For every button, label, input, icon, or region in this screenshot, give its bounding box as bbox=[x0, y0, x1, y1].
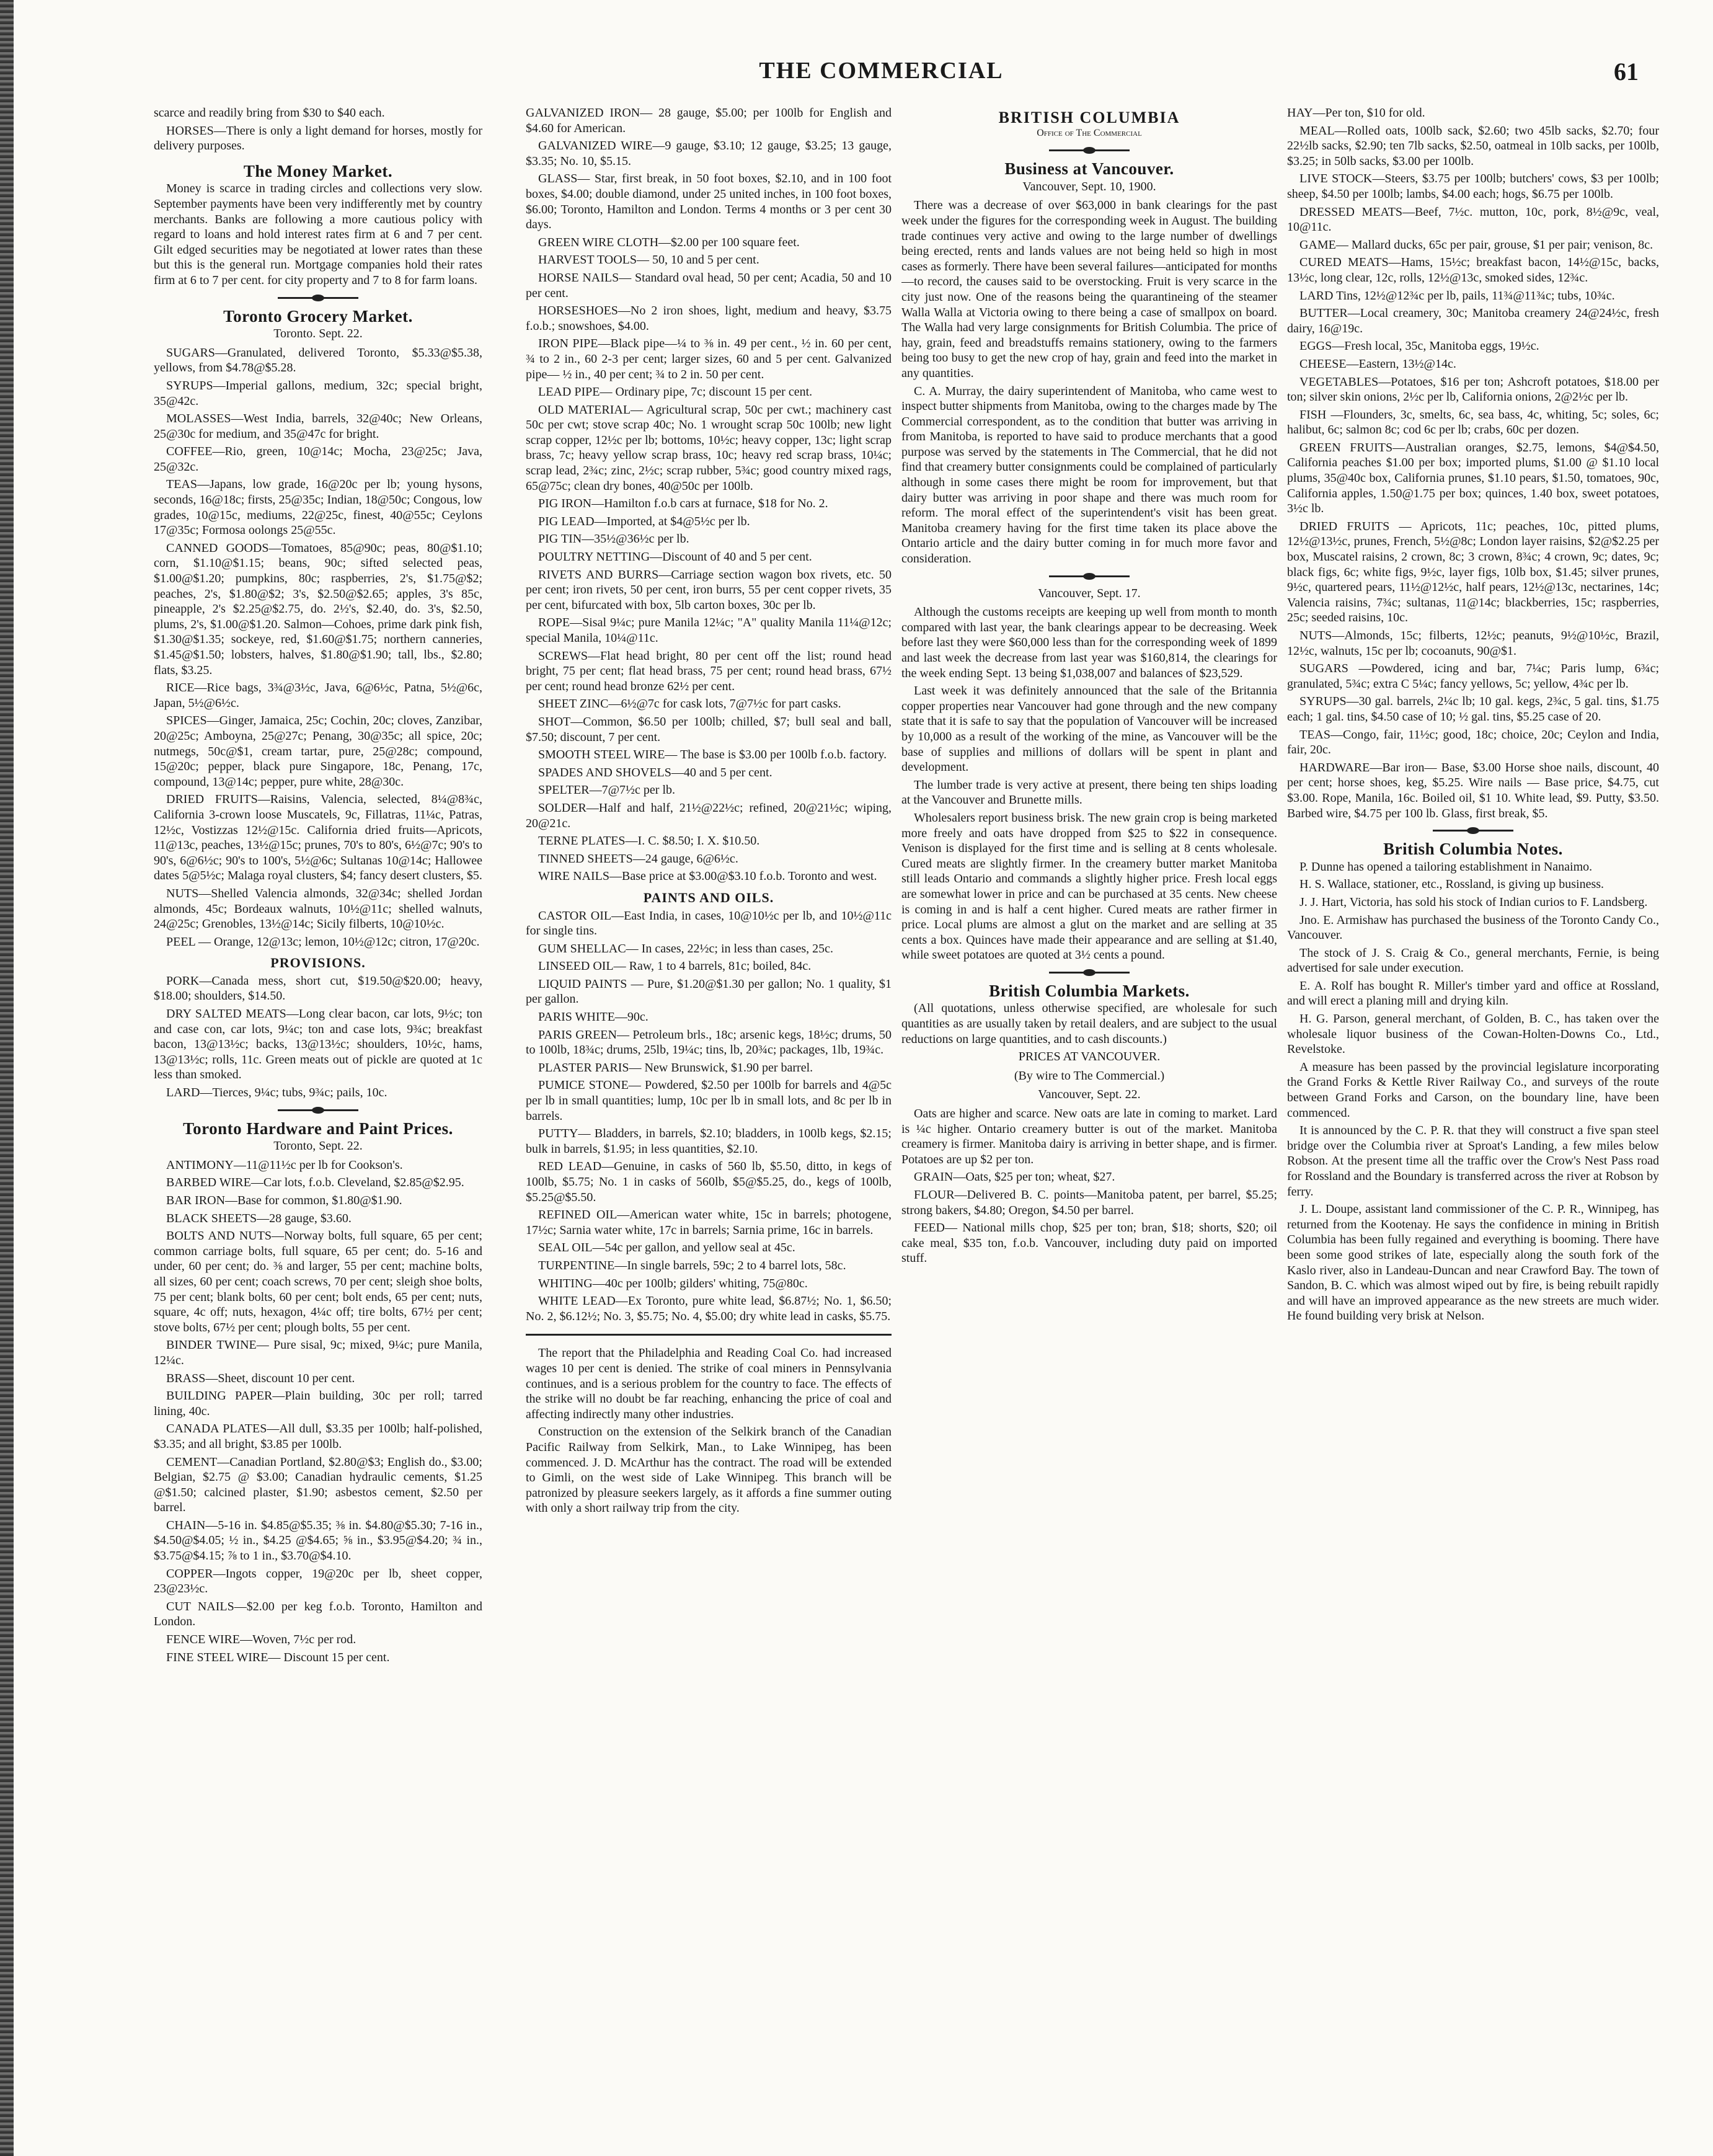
price-item: LINSEED OIL— Raw, 1 to 4 barrels, 81c; boiled, 84c. bbox=[538, 959, 812, 974]
dateline: Toronto, Sept. 22. bbox=[273, 1139, 363, 1153]
article-text: C. A. Murray, the dairy superintendent of Manitoba, who came west to inspect butter shipments from Manitoba, owing to the charges made by The Commercial correspondent, as to the condition that butter was arriving in from Manitoba, is reported to have said to produce merchants that a good purpose was served by the statements in The Commercial, that he did not find that creamery butter consignments could be complained of particularly although in some cases there might be room for improvement, but that dairy butter was arriving in poor shape and there was much room for reform. The moral effect of the superintendent's visit has been great. Manitoba creamery having for the first time taken its place above the Ontario article and the dairy butter coming in for much more favor and consideration. bbox=[901, 384, 1277, 566]
price-item: GAME— Mallard ducks, 65c per pair, grouse, $1 per pair; venison, 8c. bbox=[1299, 237, 1653, 252]
article-text: HORSES—There is only a light demand for horses, mostly for delivery purposes. bbox=[154, 123, 482, 153]
price-item: POULTRY NETTING—Discount of 40 and 5 per cent. bbox=[538, 550, 812, 564]
section-heading: Toronto Hardware and Paint Prices. bbox=[183, 1119, 453, 1138]
column-4 bbox=[1287, 105, 1659, 2133]
subsection-heading: PAINTS AND OILS. bbox=[643, 889, 774, 905]
section-divider bbox=[1433, 830, 1513, 832]
price-item: TINNED SHEETS—24 gauge, 6@6½c. bbox=[538, 851, 738, 866]
section-divider bbox=[278, 1109, 358, 1111]
price-item: LEAD PIPE— Ordinary pipe, 7c; discount 15 per cent. bbox=[538, 385, 813, 399]
section-heading: Toronto Grocery Market. bbox=[223, 306, 413, 326]
dateline: Toronto. Sept. 22. bbox=[273, 327, 363, 341]
column-2 bbox=[526, 105, 892, 2133]
price-item: BARBED WIRE—Car lots, f.o.b. Cleveland, $2.85@$2.95. bbox=[166, 1176, 464, 1190]
price-item: HAY—Per ton, $10 for old. bbox=[1287, 106, 1425, 120]
price-item: PUMICE STONE— Powdered, $2.50 per 100lb for barrels and 4@5c per lb in small quantities; lump, 10c per lb in small lots, and 8c per lb in barrels. bbox=[526, 1078, 892, 1123]
publication-title: THE COMMERCIAL bbox=[759, 58, 1004, 84]
subheading: PRICES AT VANCOUVER. bbox=[1018, 1050, 1161, 1064]
price-item: MOLASSES—West India, barrels, 32@40c; New Orleans, 25@30c for medium, and 35@47c for bright. bbox=[154, 412, 482, 441]
price-item: ROPE—Sisal 9¼c; pure Manila 12¼c; "A" quality Manila 11¼@12c; special Manila, 10¼@11c. bbox=[526, 616, 892, 645]
price-item: BUILDING PAPER—Plain building, 30c per roll; tarred lining, 40c. bbox=[154, 1389, 482, 1418]
price-item: BOLTS AND NUTS—Norway bolts, full square, 65 per cent; common carriage bolts, full square, 65 per cent; do. 5-16 and under, 60 per cent; do. ⅜ and larger, 55 per cent; machine bolts, all sizes, 60 per cent; coach screws, 70 per cent; sleigh shoe bolts, 75 per cent; blank bolts, 60 per cent; bolt ends, 65 per cent; nuts, square, 4c off; nuts, hexagon, 4¼c off; tire bolts, 67½ per cent; stove bolts, 67½ per cent; plough bolts, 55 per cent. bbox=[154, 1229, 482, 1334]
price-item: TERNE PLATES—I. C. $8.50; I. X. $10.50. bbox=[538, 834, 760, 848]
price-item: RED LEAD—Genuine, in casks of 560 lb, $5.50, ditto, in kegs of 100lb, $5.75; No. 1 in casks of 560lb, $5@$5.25, do., kegs of 100lb, $5.25@$5.50. bbox=[526, 1160, 892, 1204]
subsection-heading: PROVISIONS. bbox=[270, 955, 366, 971]
section-banner: BRITISH COLUMBIA bbox=[998, 109, 1180, 126]
price-item: OLD MATERIAL— Agricultural scrap, 50c per cwt.; machinery cast 50c per cwt; stove scrap 40c; No. 1 wrought scrap 50c 100lb; new light scrap copper, 12½c per lb; bottoms, 10½c; heavy copper, 13c; light scrap brass, 7c; heavy yellow scrap brass, 10c; heavy red scrap brass, 10¼c; scrap lead, 2¾c; zinc, 2½c; scrap rubber, 5¾c; good country mixed rags, 65@75c; clean dry bones, 40@50c per 100lb. bbox=[526, 402, 892, 493]
price-item: REFINED OIL—American water white, 15c in barrels; photogene, 17½c; Sarnia water white, 17c in barrels; Sarnia prime, 16c in barrels. bbox=[526, 1208, 892, 1237]
price-item: GALVANIZED WIRE—9 gauge, $3.10; 12 gauge, $3.25; 13 gauge, $3.35; No. 10, $5.15. bbox=[526, 139, 892, 168]
news-note: J. J. Hart, Victoria, has sold his stock of Indian curios to F. Landsberg. bbox=[1299, 895, 1648, 909]
price-item: PARIS GREEN— Petroleum brls., 18c; arsenic kegs, 18½c; drums, 50 to 100lb, 18¾c; drums, 25lb, 19¼c; tins, lb, 20¾c; packages, 1lb, 19¾c. bbox=[526, 1027, 892, 1057]
price-item: IRON PIPE—Black pipe—¼ to ⅜ in. 49 per cent., ½ in. 60 per cent, ¾ to 2 in., 60 2-3 per cent; larger sizes, 60 and 5 per cent. Galvanized pipe— ½ in., 40 per cent; ¾ to 2 in. 50 per cent. bbox=[526, 337, 892, 381]
article-text: Construction on the extension of the Selkirk branch of the Canadian Pacific Railway from Selkirk, Man., to Lake Winnipeg, has been commenced. J. D. McArthur has the contract. The road will be extended to Gimli, on the west side of Lake Winnipeg. This branch will be patronized by pleasure seekers largely, as it affords a fine summer outing with only a short railway trip from the city. bbox=[526, 1425, 892, 1515]
price-item: COPPER—Ingots copper, 19@20c per lb, sheet copper, 23@23½c. bbox=[154, 1566, 482, 1596]
page-number: 61 bbox=[1614, 58, 1639, 86]
price-item: GALVANIZED IRON— 28 gauge, $5.00; per 100lb for English and $4.60 for American. bbox=[526, 106, 892, 135]
wire-note: (By wire to The Commercial.) bbox=[1014, 1068, 1165, 1083]
price-item: SYRUPS—30 gal. barrels, 2¼c lb; 10 gal. kegs, 2¾c, 5 gal. tins, $1.75 each; 1 gal. tins, $4.50 case of 10; ½ gal. tins, $5.25 case of 20. bbox=[1287, 694, 1659, 724]
price-item: TEAS—Congo, fair, 11½c; good, 18c; choice, 20c; Ceylon and India, fair, 20c. bbox=[1287, 727, 1659, 757]
price-item: MEAL—Rolled oats, 100lb sack, $2.60; two 45lb sacks, $2.70; four 22½lb sacks, $2.90; ten 7lb sacks, $2.50, oatmeal in 10lb sacks, per 100lb, $3.25; in 50lb sacks, $3.00 per 100lb. bbox=[1287, 123, 1659, 168]
price-item: SPADES AND SHOVELS—40 and 5 per cent. bbox=[538, 765, 772, 779]
price-item: BRASS—Sheet, discount 10 per cent. bbox=[166, 1371, 355, 1385]
article-text: Oats are higher and scarce. New oats are late in coming to market. Lard is ¼c higher. Ontario creamery butter is out of the market. Manitoba creamery is firmer. Manitoba dairy is arriving in better shape, and is firmer. Potatoes are up $2 per ton. bbox=[901, 1107, 1277, 1166]
section-divider bbox=[526, 1334, 892, 1336]
price-item: BUTTER—Local creamery, 30c; Manitoba creamery 24@24½c, fresh dairy, 16@19c. bbox=[1287, 306, 1659, 335]
section-divider bbox=[1049, 575, 1130, 577]
price-item: GREEN FRUITS—Australian oranges, $2.75, lemons, $4@$4.50, California peaches $1.00 per box; imported plums, $1.00 @ $1.10 local plums, 35@40c box, California prunes, $1.10 pears, $1.50, tomatoes, 90c, California apples, 1.50@1.75 per box; quinces, 1.40 box, sweet potatoes, 3½c lb. bbox=[1287, 440, 1659, 516]
price-item: COFFEE—Rio, green, 10@14c; Mocha, 23@25c; Java, 25@32c. bbox=[154, 445, 482, 474]
page-header bbox=[124, 57, 1639, 94]
price-item: NUTS—Shelled Valencia almonds, 32@34c; shelled Jordan almonds, 45c; Bordeaux walnuts, 10½@11c; shelled walnuts, 24@25c; Grenobles, 13½@14c; Sicily filberts, 10@10½c. bbox=[154, 886, 482, 931]
section-heading: The Money Market. bbox=[243, 161, 393, 180]
news-note: J. L. Doupe, assistant land commissioner of the C. P. R., Winnipeg, has returned from the Kootenay. He says the confidence in mining in British Columbia has been fully regained and everything is booming. There have been some good strikes of late, especially along the south fork of the Kaslo river, also in Landeau-Duncan and near Crawford Bay. The town of Sandon, B. C. which was almost wiped out by fire, is being rebuilt rapidly and will have an improved appearance as the new streets are much wider. He found building very brisk at Nelson. bbox=[1287, 1202, 1659, 1323]
article-text: Although the customs receipts are keeping up well from month to month compared with last year, the bank clearings appear to be decreasing. Week before last they were $60,000 less than for the corresponding week of 1899 and last week the decrease from last year was $160,814, the clearings for the week ending Sept. 13 being $1,038,007 and balances of $23,529. bbox=[901, 605, 1277, 680]
section-heading: Business at Vancouver. bbox=[1004, 159, 1174, 179]
price-item: HORSE NAILS— Standard oval head, 50 per cent; Acadia, 50 and 10 per cent. bbox=[526, 270, 892, 300]
price-item: FLOUR—Delivered B. C. points—Manitoba patent, per barrel, $5.25; strong bakers, $4.80; Oregon, $4.50 per barrel. bbox=[901, 1188, 1277, 1217]
price-item: WIRE NAILS—Base price at $3.00@$3.10 f.o.b. Toronto and west. bbox=[538, 869, 877, 884]
section-heading: British Columbia Markets. bbox=[989, 981, 1190, 1000]
dateline: Vancouver, Sept. 17. bbox=[1038, 586, 1141, 600]
section-divider bbox=[278, 297, 358, 299]
article-text: The report that the Philadelphia and Reading Coal Co. had increased wages 10 per cent is denied. The strike of coal miners in Pennsylvania continues, and is a serious problem for the country to face. The effects of the strike will no doubt be far reaching, enhancing the price of coal and affecting indirectly many other industries. bbox=[526, 1346, 892, 1421]
column-3 bbox=[901, 105, 1277, 2133]
price-item: SCREWS—Flat head bright, 80 per cent off the list; round head bright, 75 per cent; flat head brass, 75 per cent; round head brass, 67½ per cent; round head bronze 62½ per cent. bbox=[526, 649, 892, 693]
news-note: Jno. E. Armishaw has purchased the business of the Toronto Candy Co., Vancouver. bbox=[1287, 913, 1659, 943]
grocery-list bbox=[154, 345, 482, 950]
price-item: PIG TIN—35½@36½c per lb. bbox=[538, 532, 689, 546]
price-item: VEGETABLES—Potatoes, $16 per ton; Ashcroft potatoes, $18.00 per ton; silver skin onions, 2½c per lb, California onions, 2@2½c per lb. bbox=[1287, 375, 1659, 404]
price-item: LIQUID PAINTS — Pure, $1.20@$1.30 per gallon; No. 1 quality, $1 per gallon. bbox=[526, 977, 892, 1006]
price-item: SMOOTH STEEL WIRE— The base is $3.00 per 100lb f.o.b. factory. bbox=[538, 748, 887, 762]
price-item: GLASS— Star, first break, in 50 foot boxes, $2.10, and in 100 foot boxes, $4.00; double diamond, under 25 united inches, in 100 foot boxes, $6.00; Toronto, Hamilton and London. Terms 4 months or 3 per cent 30 days. bbox=[526, 172, 892, 232]
price-item: DRY SALTED MEATS—Long clear bacon, car lots, 9½c; ton and case con, car lots, 9¼c; ton and case lots, 9¾c; breakfast bacon, 13@13½c; backs, 13@13½c; shoulders, 10½c, hams, 13@13½c; rolls, 11c. Green meats out of pickle are quoted at 1c less than smoked. bbox=[154, 1007, 482, 1082]
section-heading: British Columbia Notes. bbox=[1383, 840, 1563, 859]
price-item: CUT NAILS—$2.00 per keg f.o.b. Toronto, Hamilton and London. bbox=[154, 1599, 482, 1629]
price-item: GREEN WIRE CLOTH—$2.00 per 100 square feet. bbox=[538, 235, 800, 249]
price-item: PORK—Canada mess, short cut, $19.50@$20.00; heavy, $18.00; shoulders, $14.50. bbox=[154, 974, 482, 1003]
price-item: CANNED GOODS—Tomatoes, 85@90c; peas, 80@$1.10; corn, $1.10@$1.15; beans, 90c; sifted selected peas, $1.00@$1.20; pumpkins, 80c; raspberries, 2's, $1.75@$2; peaches, 2's, $1.80@$2; 3's, $2.50@$2.65; apples, 3's 85c, pineapple, 2's $2.25@$2.75, do. 2½'s, $2.40, do. 3's, $2.50, plums, 2's, $1.00@$1.20. Salmon—Cohoes, prime dark pink fish, $1.30@$1.35; sockeye, red, $1.60@$1.75; northern canneries, $1.45@$1.50; lobsters, halves, $1.80@$1.90; tall, lbs., $2.80; flats, $3.25. bbox=[154, 541, 482, 677]
price-item: FISH —Flounders, 3c, smelts, 6c, sea bass, 4c, whiting, 5c; soles, 6c; halibut, 6c; salmon 8c; cod 6c per lb; crabs, 60c per dozen. bbox=[1287, 407, 1659, 437]
price-item: TEAS—Japans, low grade, 16@20c per lb; young hysons, seconds, 16@18c; firsts, 25@35c; Indian, 18@50c; Congous, low grades, 10@15c, mediums, 22@25c, finest, 40@55c; Ceylons 17@35c; Formosa oolongs 25@55c. bbox=[154, 477, 482, 538]
price-item: WHITING—40c per 100lb; gilders' whiting, 75@80c. bbox=[538, 1276, 808, 1290]
price-item: LARD—Tierces, 9¼c; tubs, 9¾c; pails, 10c. bbox=[166, 1086, 387, 1100]
news-note: H. S. Wallace, stationer, etc., Rossland, is giving up business. bbox=[1299, 877, 1605, 892]
article-text: There was a decrease of over $63,000 in bank clearings for the past week under the figures for the corresponding week in August. The building trade continues very active and owing to the large number of dwellings being erected, rents and lands values are not being held so high in most cases as formerly. There have been several failures—anticipated for months—to record, the causes said to be overstocking. Fruit is very scarce in the city just now. One of the reasons being the quarantineing of the steamer Walla Walla at Victoria owing to there being a case of smallpox on board. The Walla had very large consignments for British Columbia. The price of hay, grain, feed and breadstuffs remains stationery, owing to the farmers being too busy to get the new crop of hay, grain and feed into the market in any quantities. bbox=[901, 198, 1277, 380]
news-note: E. A. Rolf has bought R. Miller's timber yard and office at Rossland, and will erect a planing mill and drying kiln. bbox=[1287, 978, 1659, 1008]
office-line: Office of The Commercial bbox=[1037, 127, 1142, 138]
price-item: DRIED FRUITS—Raisins, Valencia, selected, 8¼@8¾c, California 3-crown loose Muscatels, 9c, Fillatras, 11¼c, Patras, 12½c, Vostizzas 12½@15c. California dried fruits—Apricots, 11@13c, peaches, 13½@15c; prunes, 70's to 80's, 6½@7c; 90's to 90's, 6@6½c; 90's to 100's, 5½@6c; Sultanas 10@14c; Hallowee dates 5@5½c; Malaga royal clusters, $4; fancy desert clusters, $5. bbox=[154, 792, 482, 883]
price-item: TURPENTINE—In single barrels, 59c; 2 to 4 barrel lots, 58c. bbox=[538, 1258, 846, 1272]
article-text: Money is scarce in trading circles and collections very slow. September payments have been very indifferently met by country merchants. Banks are following a more cautious policy with regard to loans and hold interest rates firm at 6 and 7 per cent. Gilt edged securities may be negotiated at lower rates than these but this is the general run. Mortgage companies hold their rates firm at 6 to 7 per cent. for city property and 7 to 8 for farm loans. bbox=[154, 182, 482, 287]
article-text: Wholesalers report business brisk. The new grain crop is being marketed more freely and oats have dropped from $25 to $22 in consequence. Venison is displayed for the first time and is selling at 8 cents wholesale. Cured meats are slightly firmer. In the creamery butter market Manitoba still leads Ontario and commands a slightly higher price. Fresh local eggs are somewhat lower in price and can be purchased at 35 cents. New cheese is coming in and is half a cent higher. Cured meats are rather firmer in price. Local plums are almost a glut on the market and are selling at 35 cents a box. Quinces have made their appearance and are selling at $1.40, while sweet potatoes are quoted at 3½ cents a pound. bbox=[901, 810, 1277, 962]
price-item: CHEESE—Eastern, 13½@14c. bbox=[1299, 357, 1456, 371]
price-item: PARIS WHITE—90c. bbox=[538, 1010, 648, 1024]
price-item: SHOT—Common, $6.50 per 100lb; chilled, $7; bull seal and ball, $7.50; discount, 7 per cent. bbox=[526, 714, 892, 744]
price-item: SHEET ZINC—6½@7c for cask lots, 7@7½c for part casks. bbox=[538, 697, 841, 711]
price-item: LARD Tins, 12½@12¾c per lb, pails, 11¾@11¾c; tubs, 10¾c. bbox=[1299, 288, 1615, 303]
news-note: A measure has been passed by the provincial legislature incorporating the Grand Forks & Kettle River Railway Co., and surveys of the route between Grand Forks and Carson, on the boundary line, have been commenced. bbox=[1287, 1060, 1659, 1120]
price-item: LIVE STOCK—Steers, $3.75 per 100lb; butchers' cows, $3 per 100lb; sheep, $4.50 per 100lb; lambs, $4.00 each; hogs, $6.75 per 100lb. bbox=[1287, 172, 1659, 201]
price-item: PIG IRON—Hamilton f.o.b cars at furnace, $18 for No. 2. bbox=[538, 497, 828, 511]
column-1 bbox=[154, 105, 482, 2133]
price-item: SYRUPS—Imperial gallons, medium, 32c; special bright, 35@42c. bbox=[154, 378, 482, 408]
price-item: PUTTY— Bladders, in barrels, $2.10; bladders, in 100lb kegs, $2.15; bulk in barrels, $1.95; in less quantities, $2.10. bbox=[526, 1127, 892, 1156]
price-item: CEMENT—Canadian Portland, $2.80@$3; English do., $3.00; Belgian, $2.75 @ $3.00; Canadian hydraulic cements, $1.25 @$1.50; calcined plaster, $1.90; asbestos cement, $2.50 per barrel. bbox=[154, 1455, 482, 1515]
article-text: scarce and readily bring from $30 to $40 each. bbox=[154, 106, 385, 120]
article-text: The lumber trade is very active at present, there being ten ships loading at the Vancouver and Brunette mills. bbox=[901, 778, 1277, 807]
price-item: HARVEST TOOLS— 50, 10 and 5 per cent. bbox=[538, 253, 759, 267]
binding-edge bbox=[0, 0, 14, 2156]
price-item: BAR IRON—Base for common, $1.80@$1.90. bbox=[166, 1194, 402, 1207]
price-item: BLACK SHEETS—28 gauge, $3.60. bbox=[166, 1211, 352, 1225]
price-item: HARDWARE—Bar iron— Base, $3.00 Horse shoe nails, discount, 40 per cent; horse shoes, keg, $5.25. Wire nails — Base price, $4.75, cut $3.00. Rope, Manila, 16c. Boiled oil, $1 10. White lead, $9. Putty, $3.50. Barbed wire, $4.75 per 100 lb. Glass, first break, $5. bbox=[1287, 760, 1659, 820]
price-item: SPELTER—7@7½c per lb. bbox=[538, 783, 676, 797]
market-note: (All quotations, unless otherwise specified, are wholesale for such quantities as are usually taken by retail dealers, and are subject to the usual reductions on large quantities, and to cash discounts.) bbox=[901, 1001, 1277, 1046]
price-item: PLASTER PARIS— New Brunswick, $1.90 per barrel. bbox=[538, 1060, 813, 1075]
dateline: Vancouver, Sept. 10, 1900. bbox=[1022, 179, 1156, 193]
price-item: NUTS—Almonds, 15c; filberts, 12½c; peanuts, 9½@10½c, Brazil, 12½c, walnuts, 15c per lb; cocoanuts, 90@$1. bbox=[1287, 629, 1659, 658]
price-item: DRIED FRUITS — Apricots, 11c; peaches, 10c, pitted plums, 12½@13½c, prunes, French, 5½@8c; London layer raisins, $2@$2.25 per box, Muscatel raisins, 2 crown, 8c; 3 crown, 8¾c; 4 crown, 9c; dates, 9c; black figs, 6c; white figs, 9½c, layer figs, 10lb box, $1.45; silver prunes, 9½c, quartered pears, 11½@12½c, half pears, 12½@13c, nectarines, 14c; Valencia raisins, 7¾c; sultanas, 11@14c; blackberries, 15c; raspberries, 25c; seeded raisins, 10c. bbox=[1287, 519, 1659, 625]
price-item: CANADA PLATES—All dull, $3.35 per 100lb; half-polished, $3.35; and all bright, $3.85 per 100lb. bbox=[154, 1422, 482, 1451]
price-item: ANTIMONY—11@11½c per lb for Cookson's. bbox=[166, 1158, 403, 1172]
price-item: HORSESHOES—No 2 iron shoes, light, medium and heavy, $3.75 f.o.b.; snowshoes, $4.00. bbox=[526, 304, 892, 333]
news-note: It is announced by the C. P. R. that they will construct a five span steel bridge over the Columbia river at Sproat's Landing, a few miles below Robson. At the present time all the traffic over the Crow's Nest Pass road for Rossland and the Boundary is transferred across the river at Robson by ferry. bbox=[1287, 1124, 1659, 1199]
price-item: SPICES—Ginger, Jamaica, 25c; Cochin, 20c; cloves, Zanzibar, 20@25c; Amboyna, 25@27c; Penang, 30@35c; all spice, 20c; nutmegs, 50c@$1, cream tartar, pure, 25@28c; compound, 15@20c; pepper, black pure Singapore, 18c, Penang, 17c, compound, 13@14c; pepper, pure white, 28@30c. bbox=[154, 714, 482, 789]
price-item: WHITE LEAD—Ex Toronto, pure white lead, $6.87½; No. 1, $6.50; No. 2, $6.12½; No. 3, $5.75; No. 4, $5.00; dry white lead in casks, $5.75. bbox=[526, 1294, 892, 1323]
price-item: GRAIN—Oats, $25 per ton; wheat, $27. bbox=[914, 1170, 1115, 1184]
price-item: RIVETS AND BURRS—Carriage section wagon box rivets, etc. 50 per cent; iron rivets, 50 per cent, iron burrs, 55 per cent copper rivets, 35 per cent, bifurcated with box, 5lb carton boxes, 30c per lb. bbox=[526, 567, 892, 612]
section-divider bbox=[1049, 149, 1130, 151]
price-item: CHAIN—5-16 in. $4.85@$5.35; ⅜ in. $4.80@$5.30; 7-16 in., $4.50@$4.05; ½ in., $4.25 @$4.65; ⅝ in., $3.95@$4.20; ¾ in., $3.75@$4.15; ⅞ to 1 in., $3.70@$4.10. bbox=[154, 1518, 482, 1563]
news-note: The stock of J. S. Craig & Co., general merchants, Fernie, is being advertised for sale under execution. bbox=[1287, 946, 1659, 975]
price-item: FEED— National mills chop, $25 per ton; bran, $18; shorts, $20; oil cake meal, $35 ton, f.o.b. Vancouver, including duty paid on imported stuff. bbox=[901, 1221, 1277, 1266]
price-item: FENCE WIRE—Woven, 7½c per rod. bbox=[166, 1633, 356, 1647]
news-note: H. G. Parson, general merchant, of Golden, B. C., has taken over the wholesale liquor business of the Cowan-Holten-Downs Co., Ltd., Revelstoke. bbox=[1287, 1012, 1659, 1057]
price-item: FINE STEEL WIRE— Discount 15 per cent. bbox=[166, 1650, 390, 1664]
price-item: RICE—Rice bags, 3¾@3½c, Java, 6@6½c, Patna, 5½@6c, Japan, 5½@6½c. bbox=[154, 681, 482, 710]
price-item: GUM SHELLAC— In cases, 22½c; in less than cases, 25c. bbox=[538, 941, 834, 956]
price-item: BINDER TWINE— Pure sisal, 9c; mixed, 9¼c; pure Manila, 12¼c. bbox=[154, 1338, 482, 1367]
news-note: P. Dunne has opened a tailoring establishment in Nanaimo. bbox=[1299, 859, 1593, 874]
price-item: SUGARS—Granulated, delivered Toronto, $5.33@$5.38, yellows, from $4.78@$5.28. bbox=[154, 345, 482, 375]
dateline: Vancouver, Sept. 22. bbox=[1038, 1088, 1141, 1102]
price-item: CURED MEATS—Hams, 15½c; breakfast bacon, 14½@15c, backs, 13½c, long clear, 12c, rolls, 12½@13c, smoked sides, 12¾c. bbox=[1287, 255, 1659, 285]
price-item: SUGARS —Powdered, icing and bar, 7¼c; Paris lump, 6¾c; granulated, 5¾c; extra C 5¼c; fancy yellows, 5c; yellow, 4¾c per lb. bbox=[1287, 662, 1659, 691]
article-text: Last week it was definitely announced that the sale of the Britannia copper properties near Vancouver had gone through and the new company state that it is safe to say that the population of Vancouver will be increased by 10,000 as a result of the working of the mine, as Vancouver will be the base of supplies and millions of dollars will be spent in plant and development. bbox=[901, 684, 1277, 774]
price-item: PIG LEAD—Imported, at $4@5½c per lb. bbox=[538, 514, 750, 528]
price-item: PEEL — Orange, 12@13c; lemon, 10½@12c; citron, 17@20c. bbox=[166, 934, 480, 949]
price-item: CASTOR OIL—East India, in cases, 10@10½c per lb, and 10½@11c for single tins. bbox=[526, 908, 892, 938]
section-divider bbox=[1049, 972, 1130, 974]
price-item: EGGS—Fresh local, 35c, Manitoba eggs, 19½c. bbox=[1299, 339, 1539, 353]
price-item: SOLDER—Half and half, 21½@22½c; refined, 20@21½c; wiping, 20@21c. bbox=[526, 801, 892, 830]
price-item: DRESSED MEATS—Beef, 7½c. mutton, 10c, pork, 8½@9c, veal, 10@11c. bbox=[1287, 205, 1659, 234]
price-item: SEAL OIL—54c per gallon, and yellow seal at 45c. bbox=[538, 1241, 795, 1255]
